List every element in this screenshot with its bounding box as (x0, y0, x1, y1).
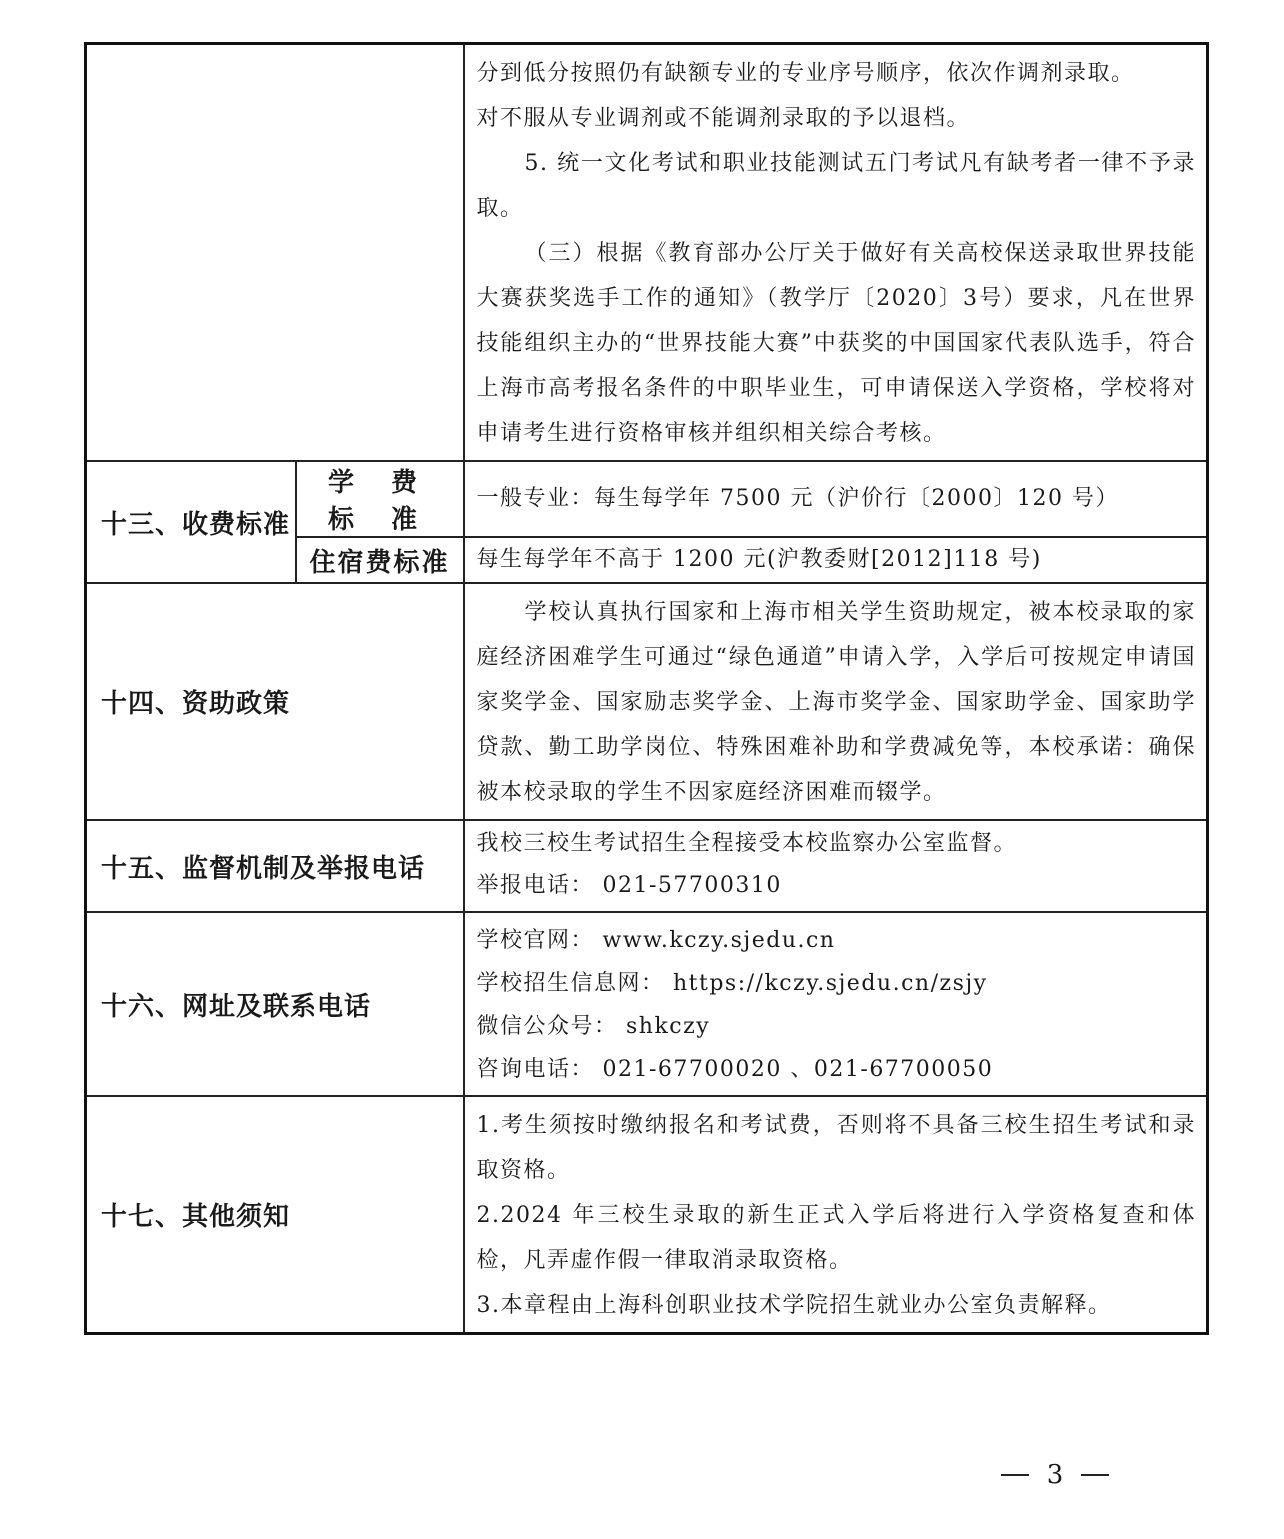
tuition-label: 学 费 标 准 (296, 461, 464, 537)
website-link[interactable]: 学校官网： www.kczy.sjedu.cn (476, 928, 836, 953)
admissions-table (84, 42, 1209, 1335)
tuition-value: 一般专业：每生每学年 7500 元（沪价行〔2000〕120 号） (464, 461, 1208, 537)
paragraph: 分到低分按照仍有缺额专业的专业序号顺序，依次作调剂录取。 (476, 61, 1135, 86)
supervision-row (86, 820, 1208, 912)
notice-item: 2.2024 年三校生录取的新生正式入学后将进行入学资格复查和体检，凡弄虚作假一律取消录取资格。 (476, 1203, 1196, 1273)
supervision-line: 我校三校生考试招生全程接受本校监察办公室监督。 (476, 831, 1018, 856)
paragraph: 对不服从专业调剂或不能调剂录取的予以退档。 (476, 106, 971, 131)
aid-content (464, 583, 1208, 820)
dash-right (1081, 1474, 1109, 1476)
supervision-content (464, 820, 1208, 912)
paragraph: 5. 统一文化考试和职业技能测试五门考试凡有缺考者一律不予录取。 (476, 151, 1196, 221)
other-label: 十七、其他须知 (86, 1096, 464, 1334)
fees-row-tuition (86, 461, 1208, 537)
contact-content (464, 912, 1208, 1096)
dash-left (1001, 1474, 1029, 1476)
dorm-label: 住宿费标准 (296, 537, 464, 583)
admissions-link[interactable]: 学校招生信息网： https://kczy.sjedu.cn/zsjy (476, 971, 988, 996)
aid-label: 十四、资助政策 (86, 583, 464, 820)
dorm-value: 每生每学年不高于 1200 元(沪教委财[2012]118 号) (464, 537, 1208, 583)
contact-label: 十六、网址及联系电话 (86, 912, 464, 1096)
page-number (980, 1455, 1130, 1495)
continued-content (464, 44, 1208, 462)
report-phone: 举报电话： 021-57700310 (476, 873, 782, 898)
notice-item: 1.考生须按时缴纳报名和考试费，否则将不具备三校生招生考试和录取资格。 (476, 1113, 1196, 1183)
paragraph: （三）根据《教育部办公厅关于做好有关高校保送录取世界技能大赛获奖选手工作的通知》（教学厅〔2020〕3号）要求，凡在世界技能组织主办的“世界技能大赛”中获奖的中国国家代表队选手，符合上海市高考报名条件的中职毕业生，可申请保送入学资格，学校将对申请考生进行资格审核并组织相关综合考核。 (476, 241, 1196, 446)
aid-text: 学校认真执行国家和上海市相关学生资助规定，被本校录取的家庭经济困难学生可通过“绿色通道”申请入学，入学后可按规定申请国家奖学金、国家励志奖学金、上海市奖学金、国家助学金、国家助学贷款、勤工助学岗位、特殊困难补助和学费减免等，本校承诺：确保被本校录取的学生不因家庭经济困难而辍学。 (476, 600, 1196, 805)
other-content (464, 1096, 1208, 1334)
consult-phone: 咨询电话： 021-67700020 、021-67700050 (476, 1057, 994, 1082)
continued-label-cell (86, 44, 464, 462)
contact-row (86, 912, 1208, 1096)
continued-row (86, 44, 1208, 462)
supervision-label: 十五、监督机制及举报电话 (86, 820, 464, 912)
wechat-account: 微信公众号： shkczy (476, 1014, 711, 1039)
other-row (86, 1096, 1208, 1334)
aid-row (86, 583, 1208, 820)
fees-label: 十三、收费标准 (86, 461, 296, 583)
page-number-text: 3 (1046, 1460, 1064, 1490)
notice-item: 3.本章程由上海科创职业技术学院招生就业办公室负责解释。 (476, 1293, 1112, 1318)
